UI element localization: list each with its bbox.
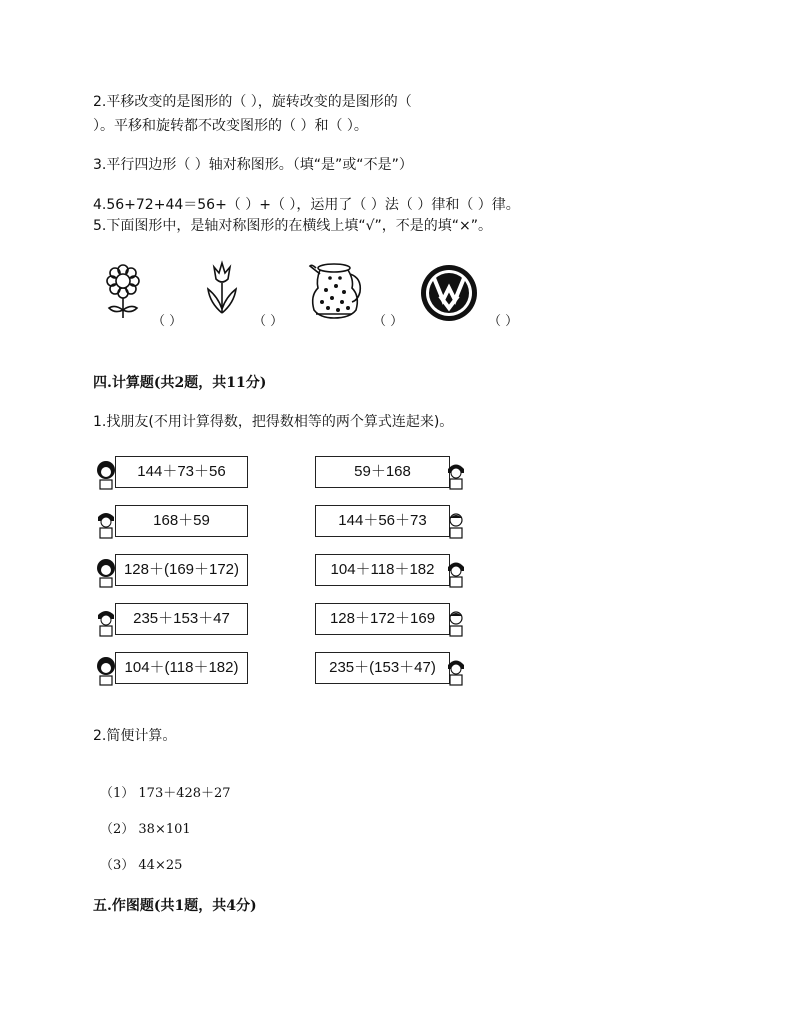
calc-item-3: （3） 44×25 [100,858,183,873]
kid-icon [445,509,467,539]
vw-logo-icon [420,264,478,322]
left-box-3: 128＋(169＋172) [115,554,248,586]
q2-line1: 2.平移改变的是图形的（ ），旋转改变的是图形的（ [93,94,412,110]
kid-icon [445,460,467,490]
left-box-5: 104＋(118＋182) [115,652,248,684]
section4-q1-text: 1.找朋友(不用计算得数，把得数相等的两个算式连起来)。 [93,414,454,430]
right-box-4: 128＋172＋169 [315,603,450,635]
right-box-2: 144＋56＋73 [315,505,450,537]
q5-paren-3: （ ） [373,314,404,329]
q5-paren-1: （ ） [152,314,183,329]
pitcher-icon [306,260,364,322]
section4-q2-text: 2.简便计算。 [93,728,177,744]
left-box-4: 235＋153＋47 [115,603,248,635]
q5-paren-4: （ ） [488,314,519,329]
left-box-1: 144＋73＋56 [115,456,248,488]
kid-icon [95,558,117,588]
kid-icon [445,607,467,637]
kid-icon [95,656,117,686]
right-box-5: 235＋(153＋47) [315,652,450,684]
kid-icon [95,509,117,539]
calc-item-2: （2） 38×101 [100,822,191,837]
q4-text: 4.56+72+44＝56+（ ）+（ ），运用了（ ）法（ ）律和（ ）律。 [93,197,520,213]
q3-text: 3.平行四边形（ ）轴对称图形。（填“是”或“不是”） [93,157,413,173]
right-box-3: 104＋118＋182 [315,554,450,586]
q5-paren-2: （ ） [253,314,284,329]
kid-icon [95,460,117,490]
q2-line2: ）。平移和旋转都不改变图形的（ ）和（ ）。 [93,118,368,134]
kid-icon [445,656,467,686]
flower-icon [103,262,143,322]
q5-text: 5.下面图形中，是轴对称图形的在横线上填“√”，不是的填“×”。 [93,218,493,234]
section4-title: 四.计算题(共2题，共11分) [93,375,267,391]
kid-icon [95,607,117,637]
tulip-icon [202,259,242,317]
section5-title: 五.作图题(共1题，共4分) [93,898,257,914]
left-box-2: 168＋59 [115,505,248,537]
calc-item-1: （1） 173＋428＋27 [100,786,231,801]
kid-icon [445,558,467,588]
right-box-1: 59＋168 [315,456,450,488]
